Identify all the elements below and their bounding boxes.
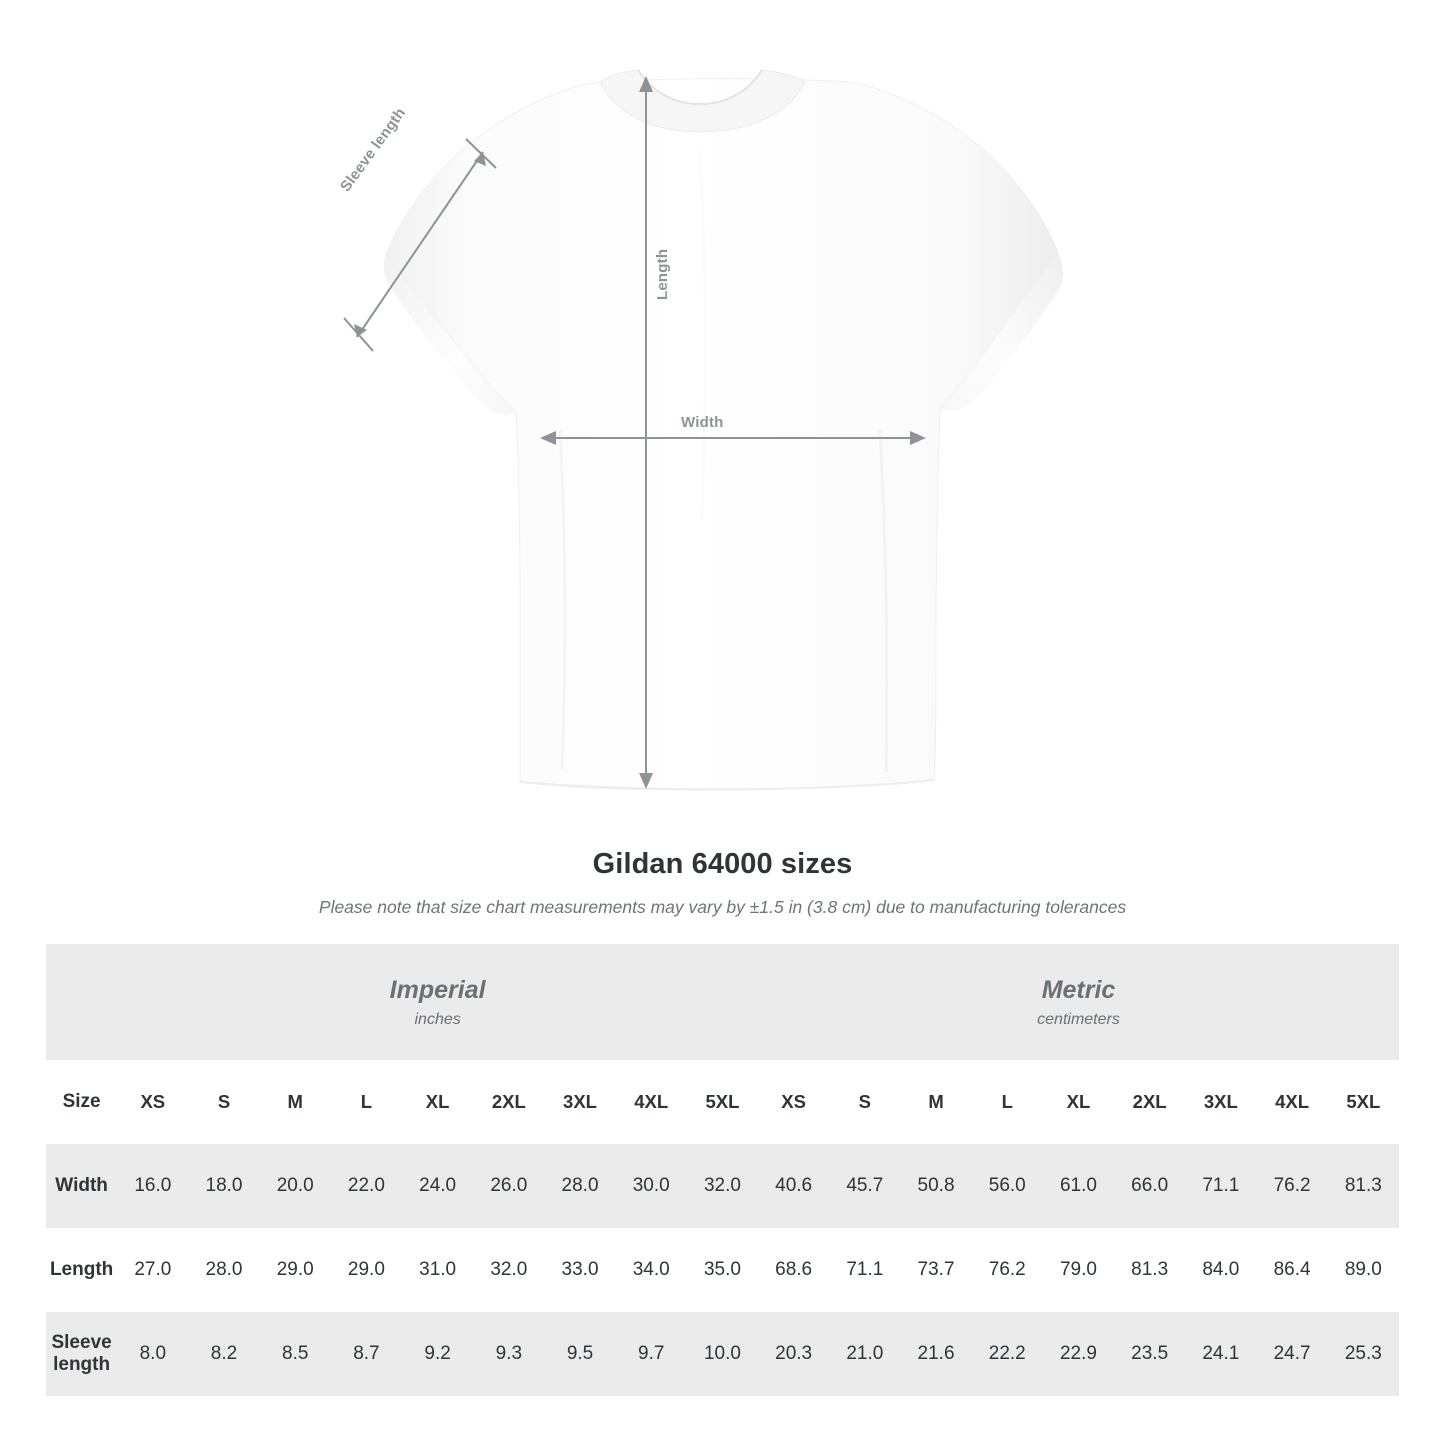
cell-sleeve-metric-xs: 20.3 <box>758 1312 829 1396</box>
group-unit-imperial: inches <box>414 1010 461 1028</box>
group-header-imperial <box>117 944 758 1060</box>
cell-sleeve-metric-xl: 22.9 <box>1043 1312 1114 1396</box>
cell-width-imperial-2xl: 26.0 <box>473 1144 544 1228</box>
cell-sleeve-imperial-l: 8.7 <box>331 1312 402 1396</box>
cell-length-imperial-4xl: 34.0 <box>616 1228 687 1312</box>
row-label-length: Length <box>46 1228 117 1312</box>
size-col-metric-s: S <box>829 1060 900 1144</box>
cell-sleeve-metric-4xl: 24.7 <box>1256 1312 1327 1396</box>
cell-sleeve-imperial-xs: 8.0 <box>117 1312 188 1396</box>
cell-length-imperial-2xl: 32.0 <box>473 1228 544 1312</box>
cell-width-imperial-3xl: 28.0 <box>544 1144 615 1228</box>
cell-sleeve-imperial-s: 8.2 <box>188 1312 259 1396</box>
group-name-metric: Metric <box>1041 975 1116 1004</box>
cell-width-metric-s: 45.7 <box>829 1144 900 1228</box>
width-dimension-label: Width <box>681 414 724 431</box>
page-title: Gildan 64000 sizes <box>592 848 853 880</box>
size-col-imperial-s: S <box>188 1060 259 1144</box>
cell-sleeve-metric-m: 21.6 <box>900 1312 971 1396</box>
group-name-imperial: Imperial <box>389 975 486 1004</box>
cell-sleeve-imperial-xl: 9.2 <box>402 1312 473 1396</box>
group-header-metric <box>758 944 1399 1060</box>
table-row <box>46 1312 1399 1396</box>
size-col-imperial-4xl: 4XL <box>616 1060 687 1144</box>
size-col-imperial-xl: XL <box>402 1060 473 1144</box>
cell-length-metric-xl: 79.0 <box>1043 1228 1114 1312</box>
row-label-width: Width <box>46 1144 117 1228</box>
cell-sleeve-metric-s: 21.0 <box>829 1312 900 1396</box>
cell-sleeve-imperial-m: 8.5 <box>260 1312 331 1396</box>
size-col-metric-l: L <box>972 1060 1043 1144</box>
unit-group-header-row <box>46 944 1399 1060</box>
cell-sleeve-metric-3xl: 24.1 <box>1185 1312 1256 1396</box>
cell-width-metric-xs: 40.6 <box>758 1144 829 1228</box>
cell-sleeve-metric-5xl: 25.3 <box>1328 1312 1399 1396</box>
size-col-metric-xs: XS <box>758 1060 829 1144</box>
cell-length-metric-l: 76.2 <box>972 1228 1043 1312</box>
cell-sleeve-metric-2xl: 23.5 <box>1114 1312 1185 1396</box>
cell-width-imperial-l: 22.0 <box>331 1144 402 1228</box>
cell-sleeve-metric-l: 22.2 <box>972 1312 1043 1396</box>
cell-width-imperial-4xl: 30.0 <box>616 1144 687 1228</box>
table-row <box>46 1228 1399 1312</box>
cell-length-imperial-l: 29.0 <box>331 1228 402 1312</box>
cell-width-metric-3xl: 71.1 <box>1185 1144 1256 1228</box>
cell-length-metric-xs: 68.6 <box>758 1228 829 1312</box>
size-col-metric-3xl: 3XL <box>1185 1060 1256 1144</box>
size-col-metric-5xl: 5XL <box>1328 1060 1399 1144</box>
cell-length-metric-m: 73.7 <box>900 1228 971 1312</box>
row-label-sleeve-length: Sleeve length <box>46 1312 117 1396</box>
size-col-imperial-3xl: 3XL <box>544 1060 615 1144</box>
cell-width-imperial-5xl: 32.0 <box>687 1144 758 1228</box>
cell-width-metric-2xl: 66.0 <box>1114 1144 1185 1228</box>
cell-width-imperial-xs: 16.0 <box>117 1144 188 1228</box>
size-col-imperial-xs: XS <box>117 1060 188 1144</box>
size-col-metric-m: M <box>900 1060 971 1144</box>
cell-length-imperial-3xl: 33.0 <box>544 1228 615 1312</box>
cell-length-metric-3xl: 84.0 <box>1185 1228 1256 1312</box>
size-col-imperial-2xl: 2XL <box>473 1060 544 1144</box>
cell-width-imperial-m: 20.0 <box>260 1144 331 1228</box>
cell-length-imperial-5xl: 35.0 <box>687 1228 758 1312</box>
cell-width-metric-xl: 61.0 <box>1043 1144 1114 1228</box>
group-header-spacer <box>46 944 117 1060</box>
size-header-row <box>46 1060 1399 1144</box>
size-chart-table-wrap <box>46 944 1399 1396</box>
cell-width-metric-m: 50.8 <box>900 1144 971 1228</box>
table-row <box>46 1144 1399 1228</box>
cell-sleeve-imperial-2xl: 9.3 <box>473 1312 544 1396</box>
cell-sleeve-imperial-4xl: 9.7 <box>616 1312 687 1396</box>
cell-width-imperial-xl: 24.0 <box>402 1144 473 1228</box>
sleeve-length-dimension-label: Sleeve length <box>337 104 410 195</box>
tolerance-note: Please note that size chart measurements may vary by ±1.5 in (3.8 cm) due to manufacturing tolerances <box>318 897 1127 917</box>
cell-width-metric-4xl: 76.2 <box>1256 1144 1327 1228</box>
length-dimension-label: Length <box>654 248 671 300</box>
cell-sleeve-imperial-5xl: 10.0 <box>687 1312 758 1396</box>
size-chart-table <box>46 944 1399 1396</box>
size-col-imperial-5xl: 5XL <box>687 1060 758 1144</box>
cell-length-metric-2xl: 81.3 <box>1114 1228 1185 1312</box>
size-col-metric-2xl: 2XL <box>1114 1060 1185 1144</box>
cell-sleeve-imperial-3xl: 9.5 <box>544 1312 615 1396</box>
cell-width-metric-5xl: 81.3 <box>1328 1144 1399 1228</box>
cell-length-metric-s: 71.1 <box>829 1228 900 1312</box>
cell-length-imperial-s: 28.0 <box>188 1228 259 1312</box>
size-col-metric-4xl: 4XL <box>1256 1060 1327 1144</box>
cell-width-metric-l: 56.0 <box>972 1144 1043 1228</box>
cell-width-imperial-s: 18.0 <box>188 1144 259 1228</box>
row-header-size: Size <box>46 1060 117 1144</box>
heading-block <box>0 848 1445 918</box>
cell-length-imperial-xl: 31.0 <box>402 1228 473 1312</box>
cell-length-metric-4xl: 86.4 <box>1256 1228 1327 1312</box>
size-col-metric-xl: XL <box>1043 1060 1114 1144</box>
cell-length-imperial-xs: 27.0 <box>117 1228 188 1312</box>
size-col-imperial-l: L <box>331 1060 402 1144</box>
cell-length-imperial-m: 29.0 <box>260 1228 331 1312</box>
cell-length-metric-5xl: 89.0 <box>1328 1228 1399 1312</box>
size-col-imperial-m: M <box>260 1060 331 1144</box>
group-unit-metric: centimeters <box>1037 1010 1120 1028</box>
